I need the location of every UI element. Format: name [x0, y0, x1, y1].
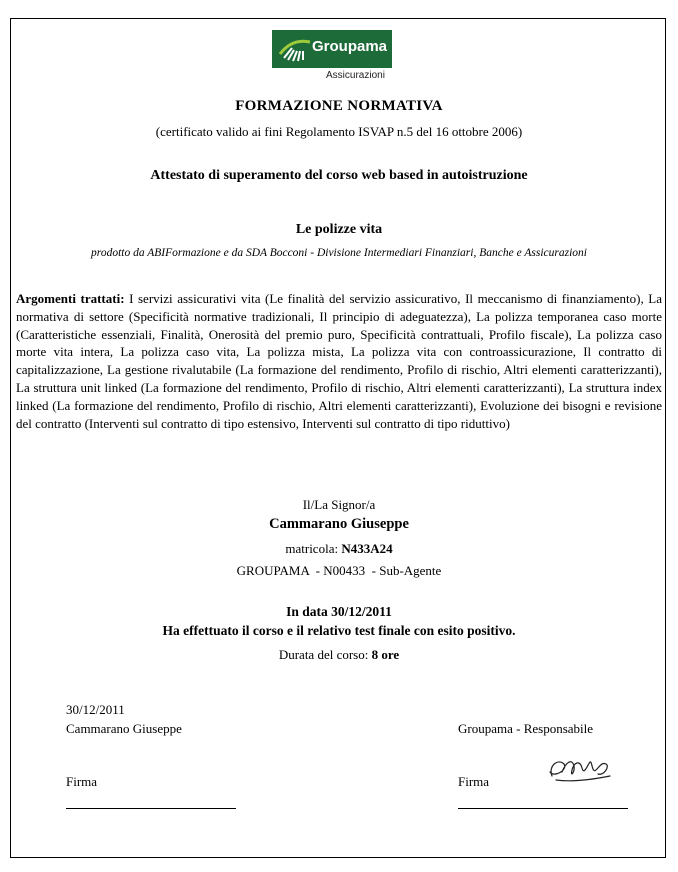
recipient-name: Cammarano Giuseppe: [269, 516, 409, 532]
logo-subbrand: Assicurazioni: [326, 70, 385, 81]
course-title: Le polizze vita: [295, 222, 383, 237]
topics-paragraph: [16, 290, 662, 432]
footer-date: 30/12/2011: [66, 702, 125, 717]
completion-date: In data 30/12/2011: [286, 604, 392, 619]
logo-brand: Groupama: [312, 38, 388, 55]
matricola-value: N433A24: [341, 541, 393, 556]
course-producer: prodotto da ABIFormazione e da SDA Bocconi - Divisione Intermediari Finanziari, Banche e Assicurazioni: [91, 247, 587, 259]
completion-result: Ha effettuato il corso e il relativo test finale con esito positivo.: [162, 623, 516, 638]
right-signature-label: Firma: [458, 774, 490, 789]
course-duration: [0, 647, 678, 663]
recipient-salutation: Il/La Signor/a: [302, 497, 376, 512]
footer-left-name: Cammarano Giuseppe: [66, 721, 182, 736]
recipient-matricola: [0, 541, 678, 557]
left-signature-line: [66, 808, 236, 809]
groupama-emblem-icon: [274, 30, 314, 68]
duration-value: 8 ore: [371, 647, 400, 662]
matricola-label: matricola:: [285, 541, 342, 556]
certificate-title: FORMAZIONE NORMATIVA: [235, 98, 443, 114]
right-signature-line: [458, 808, 628, 809]
duration-label: Durata del corso:: [278, 647, 372, 662]
certificate-subtitle: (certificato valido ai fini Regolamento ISVAP n.5 del 16 ottobre 2006): [155, 124, 523, 139]
topics-label: Argomenti trattati:: [16, 291, 125, 306]
left-signature-label: Firma: [66, 774, 98, 789]
groupama-logo: [272, 30, 392, 68]
handwritten-signature: [544, 752, 614, 786]
footer-right-name: Groupama - Responsabile: [458, 721, 594, 736]
topics-text: I servizi assicurativi vita (Le finalità del servizio assicurativo, Il meccanismo di finanziamento), La normativa di settore (Specificità normative tradizionali, Il principio di adeguatezza), La polizza temporanea caso morte (Caratteristiche essenziali, Finalità, Onerosità del premio puro, Specificità contrattuali, Profilo fiscale), La polizza caso morte vita intera, La polizza caso vita, La polizza mista, La polizza vita con controassicurazione, Il contratto di capitalizzazione, La gestione rivalutabile (La formazione del rendimento, Profilo di rischio, Altri elementi caratterizzanti), La struttura unit linked (La formazione del rendimento, Profilo di rischio, Altri elementi caratterizzanti), La struttura index linked (La formazione del rendimento, Profilo di rischio, Altri elementi caratterizzanti), Evoluzione dei bisogni e revisione del contratto (Interventi sul contratto di tipo estensivo, Interventi sul contratto di tipo riduttivo): [16, 291, 662, 431]
attestato-heading: Attestato di superamento del corso web based in autoistruzione: [150, 168, 528, 183]
recipient-agency: GROUPAMA - N00433 - Sub-Agente: [236, 563, 442, 578]
